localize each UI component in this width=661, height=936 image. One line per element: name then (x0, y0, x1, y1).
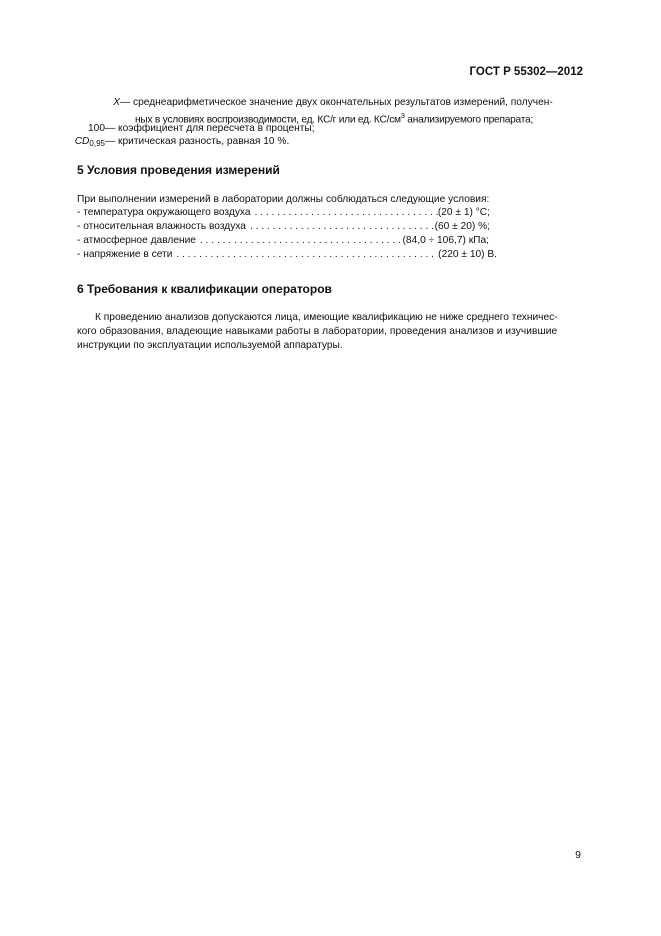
definition-x-symbol (0, 96, 120, 109)
section-6-title: 6 Требования к квалификации операторов (77, 282, 332, 296)
condition-humidity: - относительная влажность воздуха . . . (60 ± 20) %; (77, 221, 490, 232)
condition-voltage: - напряжение в сети . . . (220 ± 10) В. (77, 249, 497, 260)
definition-cd-text: — критическая разность, равная 10 %. (105, 136, 290, 147)
condition-pressure: - атмосферное давление . . . (84,0 ÷ 106,7) кПа; (77, 235, 489, 246)
definition-100-symbol: 100 (88, 123, 105, 134)
definition-x-line2: ных в условиях воспроизводимости, ед. КС/г или ед. $КС/см^3$ анализируемого препарата; (135, 111, 534, 126)
symbol-text: X (113, 97, 120, 108)
definition-cd-symbol: $CD_{0,95}$ (74, 136, 105, 148)
definition-x-line1: — среднеарифметическое значение двух окончательных результатов измерений, получен- (120, 97, 553, 108)
document-code: ГОСТ Р 55302—2012 (469, 66, 583, 78)
section-5-title: 5 Условия проведения измерений (77, 163, 280, 177)
section-6-line3: инструкции по эксплуатации используемой аппаратуры. (77, 340, 343, 351)
section-5-intro: При выполнении измерений в лаборатории должны соблюдаться следующие условия: (77, 194, 490, 205)
condition-temperature: - температура окружающего воздуха . . . (20 ± 1) °С; (77, 207, 490, 218)
section-6-line2: кого образования, владеющие навыками работы в лаборатории, проведения анализов и изучившие (77, 326, 558, 337)
definition-100-text: — коэффициент для пересчета в проценты; (105, 123, 315, 134)
section-6-line1: К проведению анализов допускаются лица, имеющие квалификацию не ниже среднего техничес- (95, 312, 558, 323)
page-number: 9 (575, 849, 581, 861)
